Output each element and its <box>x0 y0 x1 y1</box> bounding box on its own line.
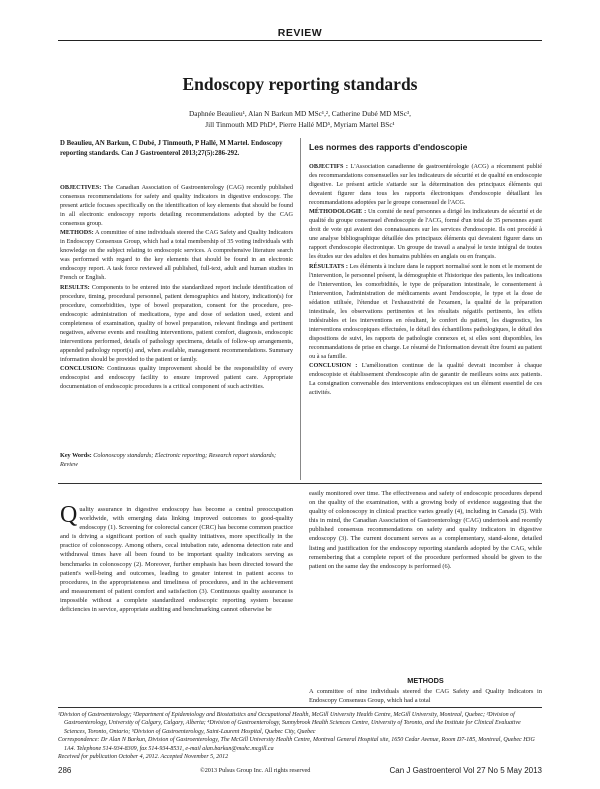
conclusion-fr-text: L'amélioration continue de la qualité devrait incomber à chaque endoscopiste et établissement d'endoscopie afin de garantir de meilleurs soins aux patients. La consignation convenable des interventions endoscopiques est un élément essentiel de ces activités. <box>309 362 542 397</box>
correspondence: Correspondence: Dr Alan N Barkun, Division of Gastroenterology, The McGill University Health Centre, Montreal General Hospital site, 1650 Cedar Avenue, Room D7-185, Montreal, Quebec H3G 1A4. Telephone 514-934-8309, fax 514-934-8531, e-mail alan.barkun@muhc.mcgill.ca <box>58 737 535 752</box>
methods-text-body: A committee of nine individuals steered the CAG Safety and Quality Indicators in Endoscopy Consensus Group, which had a total <box>309 688 542 705</box>
received-dates: Received for publication October 4, 2012. Accepted November 5, 2012 <box>58 754 229 761</box>
authors-line-1: Daphnée Beaulieu¹, Alan N Barkun MD MSc¹,², Catherine Dubé MD MSc³, <box>189 109 411 118</box>
abstract-results <box>60 283 293 364</box>
results-text: Components to be entered into the standardized report include identification of procedure, timing, procedural personnel, patient demographics and history, indication(s) for procedure, comorbidities, type of bowel preparation, consent for the procedure, pre-endoscopic administration of medications, type and dose of sedation used, extent and completeness of examination, quality of bowel preparation, relevant findings and pertinent negatives, adverse events and resulting interventions, patient comfort, diagnosis, endoscopic interventions performed, details of pathology specimens, details of follow-up arrangements, appended pathology report(s) and, when available, management recommendations. Summary information should be provided to the patient or family. <box>60 283 294 363</box>
conclusion-fr-label: CONCLUSION : <box>309 362 358 370</box>
abstract-objectives <box>60 183 293 228</box>
methods-text: A committee of nine individuals steered the CAG Safety and Quality Indicators in Endoscopy Consensus Group, which had a total membership of 35 voting individuals with knowledge on the subject relating to endoscopic services. A comprehensive literature search was performed with regard to the key elements that should be found in an electronic endoscopy report. A task force reviewed all published, full-text, adult and human studies in French or English. <box>60 229 293 282</box>
resume-methodologie <box>309 207 542 261</box>
body-left-text: uality assurance in digestive endoscopy has become a central preoccupation worldwide, with emerging data linking improved outcomes to good-quality endoscopy (1). Screening for colorectal cancer (CRC) has become common practice and is driving a significant portion of such quality initiatives, more specifically in the practice of colonoscopy. Among others, cecal intubation rate, adenoma detection rate and withdrawal times have all been found to be important quality indicators serving as benchmarks in colonoscopy (2). Moreover, further emphasis has been directed toward the patient's well-being and outcomes, leading to greater interest in patient access to procedures, in the appropriateness and timeliness of procedures, and in the achievement and measurement of patient comfort and satisfaction (3). Continuous quality assurance is impossible without a complete standardized endoscopic reporting system because deficiencies in service, appropriate auditing and benchmarking cannot otherwise be <box>60 506 294 614</box>
journal-citation: Can J Gastroenterol Vol 27 No 5 May 2013 <box>389 766 542 775</box>
author-list <box>110 108 490 130</box>
resume-conclusion <box>309 361 542 397</box>
body-left-column <box>60 502 294 614</box>
abstract-conclusion <box>60 364 293 391</box>
french-abstract-title: Les normes des rapports d'endoscopie <box>309 142 468 152</box>
keywords <box>60 451 293 469</box>
results-label: RESULTS: <box>60 283 90 291</box>
abstract-french <box>309 162 542 397</box>
authors-line-2: Jill Tinmouth MD PhD⁴, Pierre Hallé MD⁵, Myriam Martel BSc¹ <box>205 120 395 129</box>
header-rule <box>58 40 542 41</box>
methods-heading: METHODS <box>407 676 444 685</box>
column-divider <box>300 138 301 480</box>
citation: D Beaulieu, AN Barkun, C Dubé, J Tinmouth, P Hallé, M Martel. Endoscopy reporting standards. Can J Gastroenterol 2013;27(5):286-292. <box>60 140 283 158</box>
abstract-methods <box>60 228 293 282</box>
objectives-label: OBJECTIVES: <box>60 184 102 191</box>
methodologie-text: Un comité de neuf personnes a dirigé les indicateurs de sécurité et de qualité du groupe consensuel d'endoscopie de l'ACG, formé d'un total de 35 personnes ayant droit de vote qui avaient des connaissances sur les services d'endoscopie. Ils ont procédé à une analyse bibliographique détaillée des principaux éléments qui devraient figurer dans un rapport d'endoscopie électronique. Un groupe de travail a analysé le texte intégral de toutes les études sur des adultes et des humains publiées en anglais ou en français. <box>309 208 542 261</box>
methodologie-label: MÉTHODOLOGIE : <box>309 208 367 216</box>
resume-resultats <box>309 262 542 362</box>
abstract-english <box>60 183 293 391</box>
copyright: ©2013 Pulsus Group Inc. All rights reserved <box>200 767 311 774</box>
drop-cap: Q <box>60 502 78 528</box>
resultats-label: RÉSULTATS : <box>309 262 348 270</box>
abstract-rule <box>58 483 542 484</box>
keywords-value: Colonoscopy standards; Electronic reporting; Research report standards; Review <box>60 452 277 468</box>
resume-objectifs <box>309 162 542 207</box>
conclusion-label: CONCLUSION: <box>60 364 105 372</box>
footnote-rule <box>58 707 542 708</box>
objectives-text: The Canadian Association of Gastroenterology (CAG) recently published consensus recommendations for safety and quality indicators in digestive endoscopy. The present article focuses specifically on the identification of key elements that should be found in all electronic endoscopy reports detailing recommendations adopted by the CAG consensus group. <box>60 184 294 228</box>
keywords-label: Key Words: <box>60 452 92 459</box>
footnotes <box>58 711 542 761</box>
methods-label: METHODS: <box>60 229 94 237</box>
affiliations: ¹Division of Gastroenterology; ²Department of Epidemiology and Biostatistics and Occupational Health, McGill University Health Centre, McGill University, Montreal, Quebec; ³Division of Gastroenterology, University of Calgary, Calgary, Alberta; ⁴Division of Gastroenterology, Sunnybrook Health Sciences Centre, University of Toronto, and the Institute for Clinical Evaluative Sciences, Toronto, Ontario; ⁵Division of Gastroenterology, Saint-Laurent Hospital, Quebec City, Quebec <box>58 712 521 735</box>
article-title: Endoscopy reporting standards <box>182 74 418 94</box>
conclusion-text: Continuous quality improvement should be the responsibility of every endoscopist and endoscopy facility to ensure improved patient care. Appropriate documentation of endoscopic procedures is a critical component of such activities. <box>60 364 293 391</box>
objectifs-label: OBJECTIFS : <box>309 163 348 170</box>
resultats-text: Les éléments à inclure dans le rapport normalisé sont le nom et le moment de l'intervention, le personnel présent, la démographie et l'historique des patients, les indications de l'intervention, les comorbidités, le type de préparation intestinale, le consentement à l'intervention, l'administration de médicaments avant l'endoscopie, le type et la dose de sédation utilisée, l'étendue et l'exhaustivité de l'examen, la qualité de la préparation intestinale, les observations pertinentes et les résultats négatifs pertinents, les effets indésirables et les interventions en résultant, le confort du patient, les diagnostics, les interventions endoscopiques effectuées, le détail des échantillons pathologiques, le détail des dispositions de suivi, les rapports de pathologie connexes et, si elles sont disponibles, les recommandations de prise en charge. Le résumé de l'information devrait être fourni au patient ou à sa famille. <box>309 262 542 360</box>
section-label: REVIEW <box>277 27 323 39</box>
body-right-column: easily monitored over time. The effectiveness and safety of endoscopic procedures depend on the quality of the examination, with a growing body of evidence suggesting that the quality of colonoscopy in clinical practice varies greatly (4), including in Canada (5). With this in mind, the Canadian Association of Gastroenterology (CAG) undertook and recently published consensus recommendations on safety and quality indicators in digestive endoscopy (3). The current document serves as a complementary, stand-alone, detailed listing and justification for the endoscopy reporting standards adopted by the CAG, while remembering that a complete report of the procedure performed should be given to the patient on the same day the endoscopy is performed (6). <box>309 490 542 570</box>
objectifs-text: L'Association canadienne de gastroentérologie (ACG) a récemment publié des recommandations consensuelles sur les indicateurs de sécurité et de qualité en endoscopie digestive. Le présent article s'attarde sur la détermination des principaux éléments qui devraient figurer dans tous les rapports électroniques d'endoscopie détaillant les recommandations adoptées par le groupe consensuel de l'ACG. <box>309 163 542 207</box>
page-number: 286 <box>58 766 72 775</box>
